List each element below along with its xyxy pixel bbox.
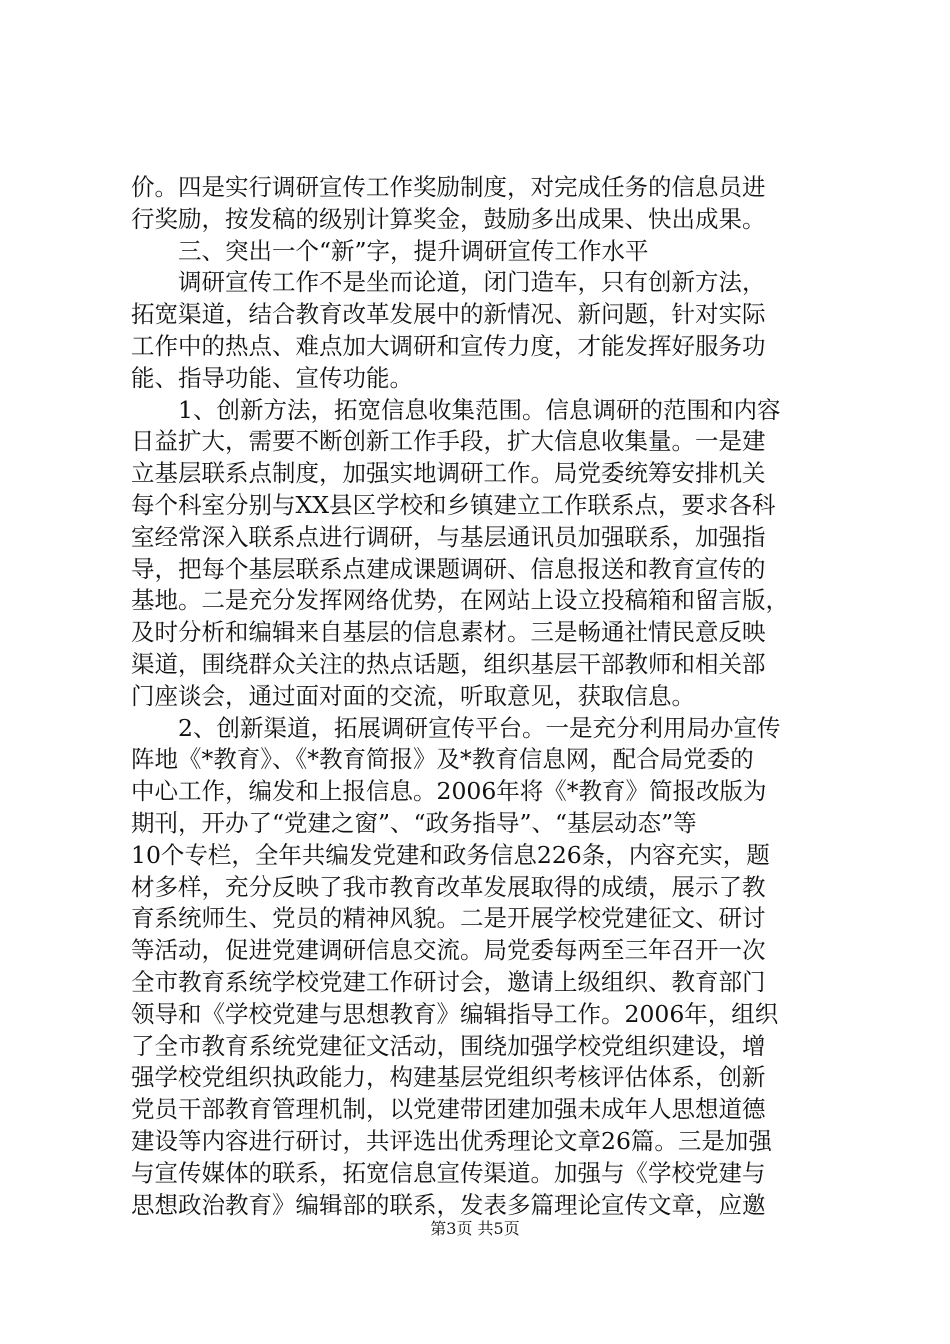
text-line: 基地。二是充分发挥网络优势，在网站上设立投稿箱和留言版， [131,586,789,615]
text-line: 期刊，开办了“党建之窗”、“政务指导”、“基层动态”等 [131,808,697,837]
text-line: 1、创新方法，拓宽信息收集范围。信息调研的范围和内容 [178,395,781,424]
text-line: 渠道，围绕群众关注的热点话题，组织基层干部教师和相关部 [131,649,766,678]
text-line: 全市教育系统学校党建工作研讨会，邀请上级组织、教育部门 [131,967,766,996]
text-line: 工作中的热点、难点加大调研和宣传力度，才能发挥好服务功 [131,331,766,360]
text-line: 日益扩大，需要不断创新工作手段，扩大信息收集量。一是建 [131,427,766,456]
text-line: 室经常深入联系点进行调研，与基层通讯员加强联系，加强指 [131,522,766,551]
text-line: 党员干部教育管理机制，以党建带团建加强未成年人思想道德 [131,1095,766,1124]
text-line: 价。四是实行调研宣传工作奖励制度，对完成任务的信息员进 [131,173,766,201]
text-line: 拓宽渠道，结合教育改革发展中的新情况、新问题，针对实际 [131,300,766,329]
text-line: 领导和《学校党建与思想教育》编辑指导工作。2006年，组织 [131,999,779,1028]
text-line: 门座谈会，通过面对面的交流，听取意见，获取信息。 [131,681,695,710]
text-line: 强学校党组织执政能力，构建基层党组织考核评估体系，创新 [131,1063,766,1092]
text-line: 调研宣传工作不是坐而论道，闭门造车，只有创新方法， [178,268,766,297]
text-line: 阵地《*教育》、《*教育简报》及*教育信息网，配合局党委的 [131,745,754,774]
text-line: 与宣传媒体的联系，拓宽信息宣传渠道。加强与《学校党建与 [131,1158,766,1187]
document-body [131,172,831,1221]
text-line: 行奖励，按发稿的级别计算奖金，鼓励多出成果、快出成果。 [131,204,766,233]
text-line: 了全市教育系统党建征文活动，围绕加强学校党组织建设，增 [131,1031,766,1060]
text-line: 建设等内容进行研讨，共评选出优秀理论文章26篇。三是加强 [131,1126,772,1155]
text-line: 育系统师生、党员的精神风貌。二是开展学校党建征文、研讨 [131,904,766,933]
text-line: 能、指导功能、宣传功能。 [131,363,413,392]
text-line: 材多样，充分反映了我市教育改革发展取得的成绩，展示了教 [131,872,766,901]
text-line: 三、突出一个“新”字，提升调研宣传工作水平 [178,236,649,265]
text-line: 立基层联系点制度，加强实地调研工作。局党委统筹安排机关 [131,459,766,488]
page-number-footer: 第3页 共5页 [430,1219,520,1238]
text-line: 中心工作，编发和上报信息。2006年将《*教育》简报改版为 [131,777,767,806]
text-line: 10个专栏，全年共编发党建和政务信息226条，内容充实，题 [131,840,770,869]
text-line: 每个科室分别与XX县区学校和乡镇建立工作联系点，要求各科 [131,490,776,519]
text-line: 等活动，促进党建调研信息交流。局党委每两至三年召开一次 [131,936,766,965]
text-line: 及时分析和编辑来自基层的信息素材。三是畅通社情民意反映 [131,618,766,647]
text-line: 2、创新渠道，拓展调研宣传平台。一是充分利用局办宣传 [178,713,781,742]
text-line: 思想政治教育》编辑部的联系，发表多篇理论宣传文章，应邀 [131,1190,766,1219]
text-line: 导，把每个基层联系点建成课题调研、信息报送和教育宣传的 [131,554,766,583]
